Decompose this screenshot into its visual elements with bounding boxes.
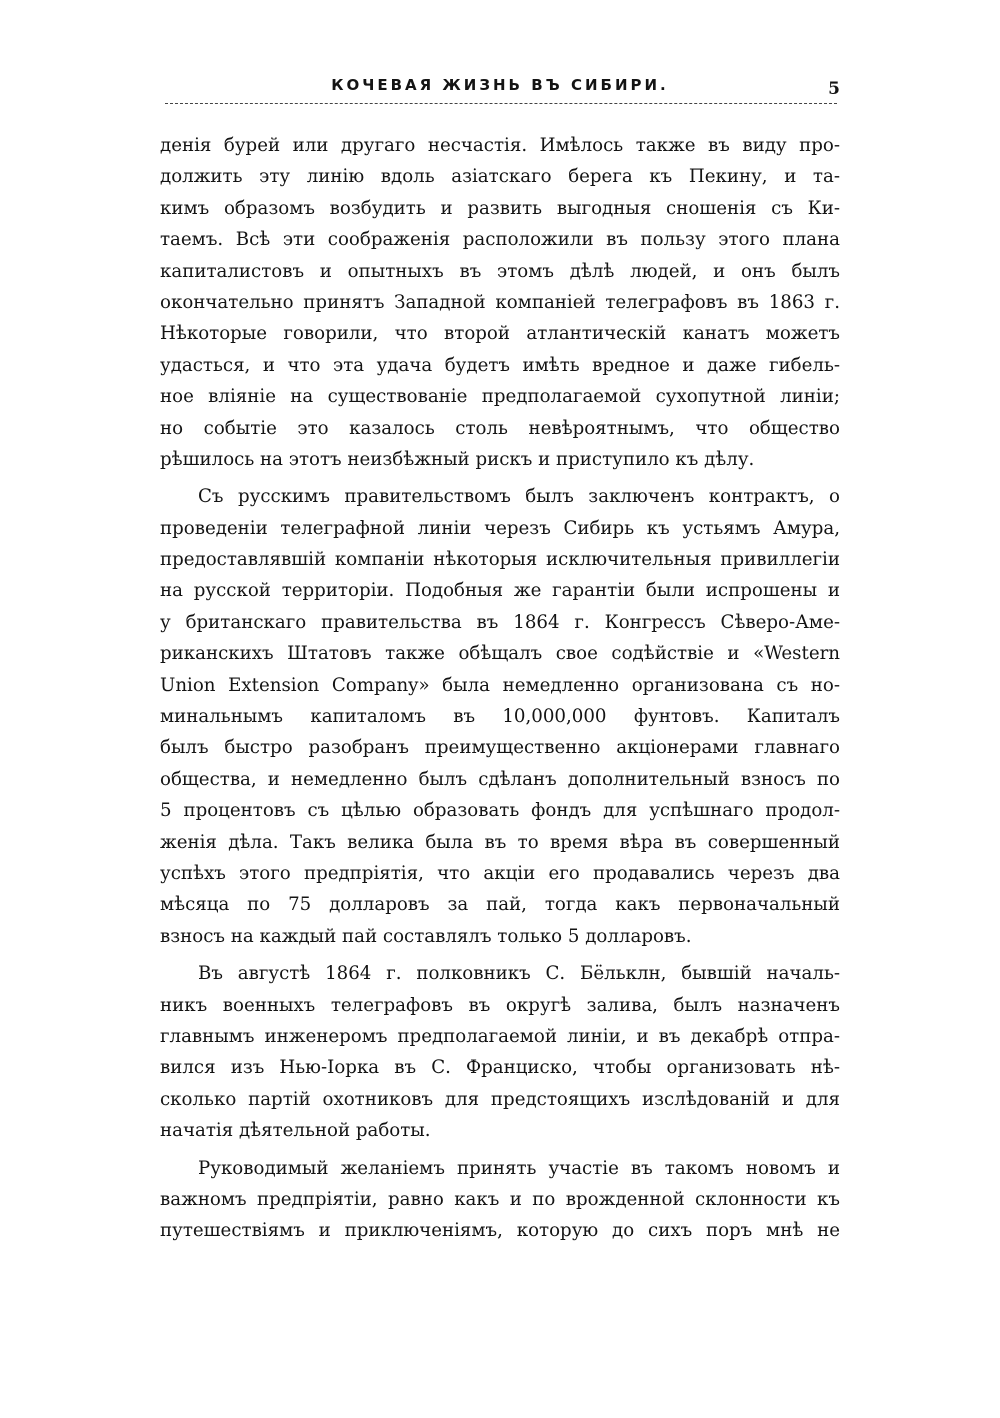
text-line: Въ августѣ 1864 г. полковникъ С. Бёльклн, бывшій началь-: [198, 963, 840, 985]
text-line: успѣхъ этого предпріятія, что акціи его продавались черезъ два: [160, 862, 840, 884]
text-line: былъ быстро разобранъ преимущественно акціонерами главнаго: [160, 737, 840, 759]
text-line: на русской территоріи. Подобныя же гарантіи были испрошены и: [160, 580, 840, 602]
text-line: важномъ предпріятіи, равно какъ и по врожденной склонности къ: [160, 1188, 840, 1210]
text-line: удасться, и что эта удача будетъ имѣть вредное и даже гибель-: [160, 354, 840, 376]
text-line: 5 процентовъ съ цѣлью образовать фондъ для успѣшнаго продол-: [160, 800, 840, 822]
paragraph: [160, 1153, 840, 1247]
text-line: окончательно принятъ Западной компаніей телеграфовъ въ 1863 г.: [160, 291, 840, 313]
text-line: рѣшилось на этотъ неизбѣжный рискъ и приступило къ дѣлу.: [160, 448, 755, 470]
text-line: женія дѣла. Такъ велика была въ то время вѣра въ совершенный: [160, 831, 840, 853]
paragraph: [160, 130, 840, 475]
text-line: вился изъ Нью-Іорка въ С. Франциско, чтобы организовать нѣ-: [160, 1057, 840, 1079]
text-line: но событіе это казалось столь невѣроятнымъ, что общество: [160, 417, 840, 439]
text-line: начатія дѣятельной работы.: [160, 1120, 431, 1142]
text-line: Нѣкоторые говорили, что второй атлантическій канатъ можетъ: [160, 323, 840, 345]
text-line: Union Extension Company» была немедленно организована съ но-: [160, 674, 840, 696]
text-line: никъ военныхъ телеграфовъ въ округѣ залива, былъ назначенъ: [160, 994, 840, 1016]
paragraph: [160, 958, 840, 1146]
text-line: ное вліяніе на существованіе предполагаемой сухопутной линіи;: [160, 386, 840, 408]
paragraph: [160, 481, 840, 952]
text-line: Руководимый желаніемъ принять участіе въ такомъ новомъ и: [198, 1157, 840, 1179]
text-line: Съ русскимъ правительствомъ былъ заключенъ контрактъ, о: [198, 486, 840, 508]
text-line: мѣсяца по 75 долларовъ за пай, тогда какъ первоначальный: [160, 894, 840, 916]
body-text: [160, 130, 840, 1247]
text-line: общества, и немедленно былъ сдѣланъ дополнительный взносъ по: [160, 768, 840, 790]
text-line: путешествіямъ и приключеніямъ, которую до сихъ поръ мнѣ не: [160, 1220, 840, 1242]
text-line: предоставлявшій компаніи нѣкоторыя исключительныя привиллегіи: [160, 549, 840, 571]
text-line: сколько партій охотниковъ для предстоящихъ изслѣдованій и для: [160, 1088, 840, 1110]
header-rule: [165, 103, 837, 104]
text-line: минальнымъ капиталомъ въ 10,000,000 фунтовъ. Капиталъ: [160, 706, 840, 728]
page-number: 5: [828, 79, 840, 99]
text-line: проведеніи телеграфной линіи черезъ Сибирь къ устьямъ Амура,: [160, 517, 840, 539]
running-title: КОЧЕВАЯ ЖИЗНЬ ВЪ СИБИРИ.: [331, 76, 669, 94]
text-line: капиталистовъ и опытныхъ въ этомъ дѣлѣ людей, и онъ былъ: [160, 260, 840, 282]
text-line: должить эту линію вдоль азіатскаго берега къ Пекину, и та-: [160, 166, 840, 188]
text-line: у британскаго правительства въ 1864 г. Конгрессъ Сѣверо-Аме-: [160, 611, 840, 633]
text-line: взносъ на каждый пай составлялъ только 5 долларовъ.: [160, 925, 692, 947]
text-line: денія бурей или другаго несчастія. Имѣлось также въ виду про-: [160, 135, 840, 156]
text-line: главнымъ инженеромъ предполагаемой линіи, и въ декабрѣ отпра-: [160, 1025, 840, 1047]
text-line: риканскихъ Штатовъ также обѣщалъ свое содѣйствіе и «Western: [160, 643, 840, 665]
text-line: кимъ образомъ возбудить и развить выгодныя сношенія съ Ки-: [160, 197, 840, 219]
text-line: таемъ. Всѣ эти соображенія расположили въ пользу этого плана: [160, 229, 840, 251]
running-header: [160, 76, 840, 106]
